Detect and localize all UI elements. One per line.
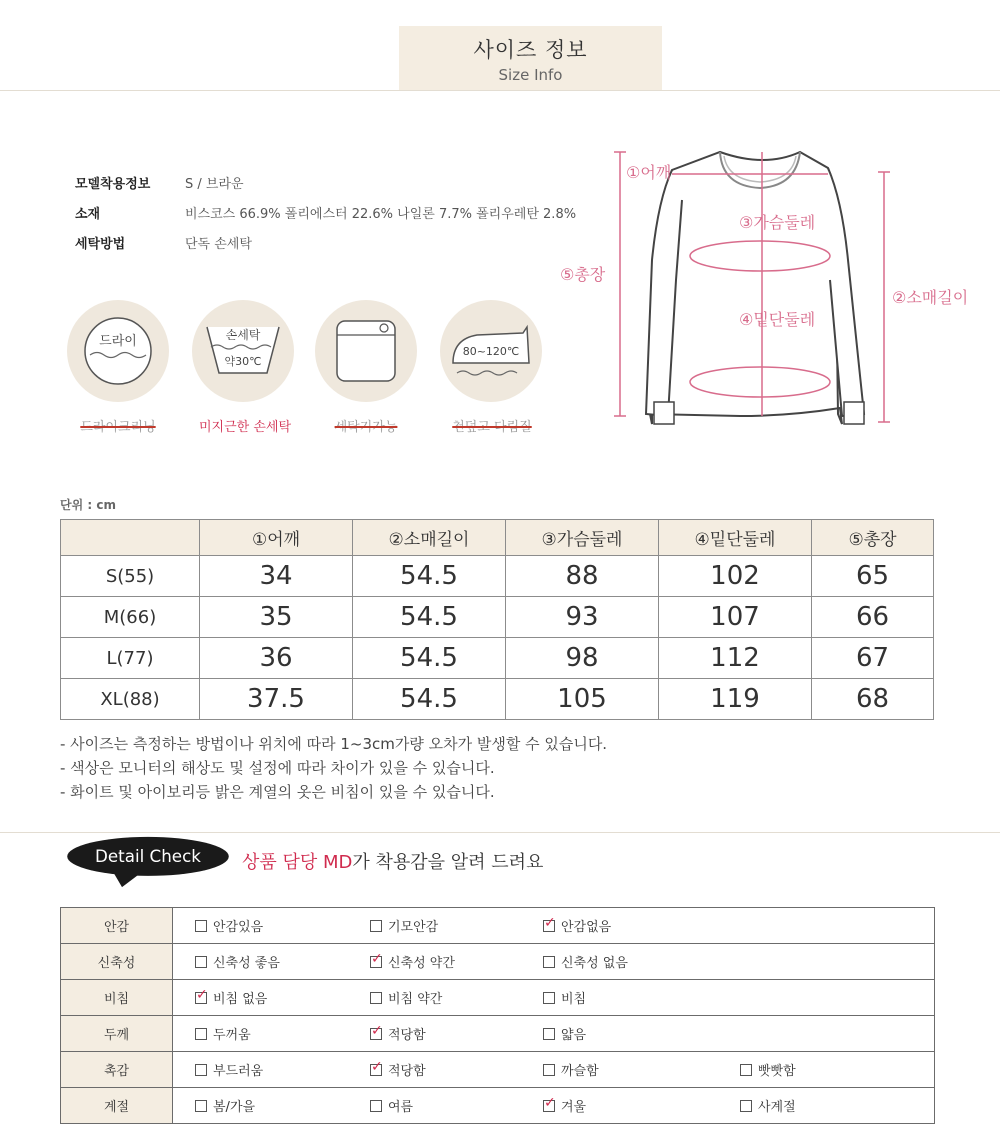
checkbox[interactable] xyxy=(195,1100,207,1112)
option-cell xyxy=(521,1052,718,1088)
care-label-dry-clean: 드라이크리닝 xyxy=(80,420,156,435)
size-cell: M(66) xyxy=(61,597,200,638)
value-cell: 54.5 xyxy=(353,638,506,679)
chest-label: ③가슴둘레 xyxy=(739,213,816,232)
option-cell xyxy=(521,944,718,980)
header-cell: ⑤총장 xyxy=(812,520,934,556)
option-cell xyxy=(718,1088,935,1124)
option-label: 겨울 xyxy=(561,1100,587,1115)
table-row xyxy=(61,638,934,679)
hand-wash-icon xyxy=(192,300,294,402)
note-item: - 색상은 모니터의 해상도 및 설정에 따라 차이가 있을 수 있습니다. xyxy=(60,759,495,777)
value-cell: 37.5 xyxy=(200,679,353,720)
value-cell: 105 xyxy=(506,679,659,720)
category-cell: 두께 xyxy=(61,1016,173,1052)
checkbox[interactable] xyxy=(543,1028,555,1040)
option-cell xyxy=(348,908,521,944)
care-label-hand-wash: 미지근한 손세탁 xyxy=(198,420,292,435)
option-cell xyxy=(348,980,521,1016)
sleeve-label: ②소매길이 xyxy=(892,288,969,307)
option-label: 부드러움 xyxy=(213,1064,264,1079)
option-cell xyxy=(348,1052,521,1088)
category-cell: 안감 xyxy=(61,908,173,944)
value-cell: 107 xyxy=(659,597,812,638)
header-cell: ③가슴둘레 xyxy=(506,520,659,556)
section-title-box xyxy=(399,26,662,90)
value-cell: 93 xyxy=(506,597,659,638)
care-label-machine: 세탁기가능 xyxy=(334,420,398,435)
option-label: 봄/가을 xyxy=(213,1100,256,1115)
value-cell: 35 xyxy=(200,597,353,638)
checkbox[interactable] xyxy=(195,1064,207,1076)
header-divider xyxy=(0,90,1000,91)
info-value: S / 브라운 xyxy=(185,177,244,192)
note-item: - 화이트 및 아이보리등 밝은 계열의 옷은 비침이 있을 수 있습니다. xyxy=(60,783,495,801)
header-cell xyxy=(61,520,200,556)
size-cell: L(77) xyxy=(61,638,200,679)
option-label: 적당함 xyxy=(388,1028,426,1043)
checkbox[interactable] xyxy=(543,992,555,1004)
hem-label: ④밑단둘레 xyxy=(739,310,816,329)
size-cell: S(55) xyxy=(61,556,200,597)
section-subtitle: Size Info xyxy=(498,66,563,84)
iron-icon xyxy=(440,300,542,402)
size-cell: XL(88) xyxy=(61,679,200,720)
option-cell xyxy=(718,908,935,944)
option-cell xyxy=(173,1088,349,1124)
size-table-header xyxy=(61,520,934,556)
option-cell xyxy=(173,980,349,1016)
value-cell: 68 xyxy=(812,679,934,720)
checkbox[interactable] xyxy=(370,920,382,932)
info-row-model xyxy=(75,173,244,192)
table-row xyxy=(61,980,935,1016)
caption-rest: 가 착용감을 알려 드려요 xyxy=(352,852,544,873)
option-cell xyxy=(718,944,935,980)
info-label: 모델착용정보 xyxy=(75,177,151,192)
value-cell: 36 xyxy=(200,638,353,679)
option-label: 까슬함 xyxy=(561,1064,599,1079)
option-label: 두꺼움 xyxy=(213,1028,251,1043)
option-cell xyxy=(173,1052,349,1088)
checkbox-checked[interactable] xyxy=(370,956,382,968)
option-label: 사계절 xyxy=(758,1100,796,1115)
option-cell xyxy=(718,1016,935,1052)
size-table xyxy=(60,519,934,720)
option-label: 비침 없음 xyxy=(213,992,268,1007)
option-label: 신축성 약간 xyxy=(388,956,455,971)
info-value: 비스코스 66.9% 폴리에스터 22.6% 나일론 7.7% 폴리우레탄 2.8% xyxy=(185,207,577,222)
section-title: 사이즈 정보 xyxy=(473,38,588,62)
value-cell: 112 xyxy=(659,638,812,679)
washing-machine-icon xyxy=(315,300,417,402)
category-cell: 신축성 xyxy=(61,944,173,980)
header-cell: ①어깨 xyxy=(200,520,353,556)
category-cell: 촉감 xyxy=(61,1052,173,1088)
option-cell xyxy=(173,944,349,980)
option-cell xyxy=(521,1088,718,1124)
checkbox-checked[interactable] xyxy=(195,992,207,1004)
info-label: 소재 xyxy=(75,207,101,222)
option-label: 안감있음 xyxy=(213,920,264,935)
option-cell xyxy=(348,1016,521,1052)
option-label: 여름 xyxy=(388,1100,414,1115)
info-row-washing xyxy=(75,233,252,252)
fit-check-table xyxy=(60,907,935,1124)
option-label: 비침 약간 xyxy=(388,992,443,1007)
option-label: 신축성 없음 xyxy=(561,956,628,971)
svg-text:손세탁: 손세탁 xyxy=(225,328,261,342)
header-cell: ④밑단둘레 xyxy=(659,520,812,556)
option-cell xyxy=(173,908,349,944)
dry-clean-icon xyxy=(67,300,169,402)
checkbox[interactable] xyxy=(740,1100,752,1112)
value-cell: 119 xyxy=(659,679,812,720)
checkbox[interactable] xyxy=(370,1100,382,1112)
checkbox[interactable] xyxy=(740,1064,752,1076)
info-row-material xyxy=(75,203,576,222)
checkbox-checked[interactable] xyxy=(543,1100,555,1112)
table-row xyxy=(61,1052,935,1088)
info-label: 세탁방법 xyxy=(75,237,126,252)
section-divider xyxy=(0,832,1000,833)
option-label: 빳빳함 xyxy=(758,1064,796,1079)
option-cell xyxy=(348,1088,521,1124)
value-cell: 102 xyxy=(659,556,812,597)
option-cell xyxy=(718,1052,935,1088)
table-row xyxy=(61,908,935,944)
care-label-iron: 천덮고 다림질 xyxy=(452,420,532,435)
note-item: - 사이즈는 측정하는 방법이나 위치에 따라 1~3cm가량 오차가 발생할 수 있습니다. xyxy=(60,735,608,753)
table-row xyxy=(61,1016,935,1052)
unit-label: 단위 : cm xyxy=(60,498,116,512)
option-label: 안감없음 xyxy=(561,920,612,935)
value-cell: 88 xyxy=(506,556,659,597)
option-label: 비침 xyxy=(561,992,587,1007)
value-cell: 66 xyxy=(812,597,934,638)
option-cell xyxy=(173,1016,349,1052)
value-cell: 65 xyxy=(812,556,934,597)
table-row xyxy=(61,679,934,720)
checkbox[interactable] xyxy=(195,956,207,968)
svg-text:약30℃: 약30℃ xyxy=(224,355,262,368)
length-label: ⑤총장 xyxy=(560,265,606,284)
svg-text:드라이: 드라이 xyxy=(99,334,137,349)
option-cell xyxy=(521,1016,718,1052)
value-cell: 34 xyxy=(200,556,353,597)
checkbox[interactable] xyxy=(195,1028,207,1040)
option-label: 기모안감 xyxy=(388,920,439,935)
detail-check-caption xyxy=(242,848,543,874)
checkbox[interactable] xyxy=(543,956,555,968)
table-row xyxy=(61,1088,935,1124)
header-cell: ②소매길이 xyxy=(353,520,506,556)
detail-check-badge xyxy=(60,836,236,888)
svg-text:Detail Check: Detail Check xyxy=(95,846,201,866)
value-cell: 98 xyxy=(506,638,659,679)
shoulder-label: ①어깨 xyxy=(626,163,672,182)
md-highlight: 상품 담당 MD xyxy=(242,852,353,873)
category-cell: 계절 xyxy=(61,1088,173,1124)
value-cell: 54.5 xyxy=(353,679,506,720)
checkbox[interactable] xyxy=(543,1064,555,1076)
value-cell: 67 xyxy=(812,638,934,679)
checkbox[interactable] xyxy=(195,920,207,932)
svg-text:80~120℃: 80~120℃ xyxy=(462,345,520,358)
checkbox-checked[interactable] xyxy=(370,1028,382,1040)
table-row xyxy=(61,944,935,980)
option-cell xyxy=(521,980,718,1016)
option-cell xyxy=(348,944,521,980)
option-label: 얇음 xyxy=(561,1028,587,1043)
option-cell xyxy=(521,908,718,944)
option-label: 적당함 xyxy=(388,1064,426,1079)
category-cell: 비침 xyxy=(61,980,173,1016)
checkbox-checked[interactable] xyxy=(543,920,555,932)
checkbox[interactable] xyxy=(370,992,382,1004)
info-value: 단독 손세탁 xyxy=(185,237,252,252)
table-row xyxy=(61,556,934,597)
option-label: 신축성 좋음 xyxy=(213,956,280,971)
value-cell: 54.5 xyxy=(353,556,506,597)
table-row xyxy=(61,597,934,638)
checkbox-checked[interactable] xyxy=(370,1064,382,1076)
option-cell xyxy=(718,980,935,1016)
value-cell: 54.5 xyxy=(353,597,506,638)
